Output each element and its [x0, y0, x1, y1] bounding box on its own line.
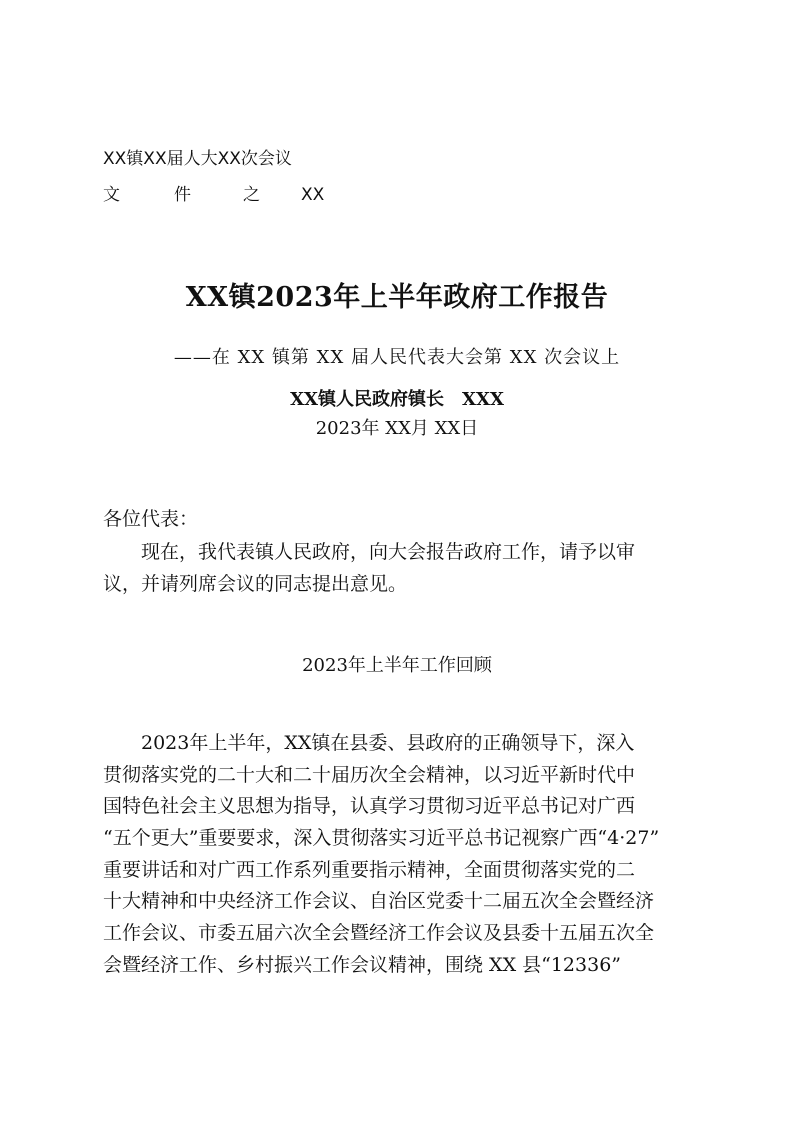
doc-number-part: 文: [103, 185, 120, 205]
paragraph-line: 会暨经济工作、乡村振兴工作会议精神，围绕 XX 县“12336”: [103, 953, 622, 976]
section-heading: 2023年上半年工作回顾: [302, 655, 492, 676]
report-title: XX镇2023年上半年政府工作报告: [185, 282, 609, 313]
doc-number-part: XX: [301, 185, 325, 205]
paragraph-line: 2023年上半年，XX镇在县委、县政府的正确领导下，深入: [103, 732, 635, 754]
review-paragraph: [103, 727, 709, 981]
report-author: XX镇人民政府镇长 XXX: [290, 389, 504, 410]
paragraph-line: 议，并请列席会议的同志提出意见。: [103, 573, 408, 595]
paragraph-line: 十大精神和中央经济工作会议、自治区党委十二届五次全会暨经济: [103, 890, 655, 913]
doc-number-part: 之: [243, 185, 260, 205]
paragraph-line: 贯彻落实党的二十大和二十届历次全会精神，以习近平新时代中: [103, 763, 636, 786]
paragraph-line: 重要讲话和对广西工作系列重要指示精神，全面贯彻落实党的二: [103, 858, 636, 881]
paragraph-line: “五个更大”重要要求，深入贯彻落实习近平总书记视察广西“4·27”: [103, 827, 660, 850]
meeting-header: XX镇XX届人大XX次会议: [103, 149, 292, 169]
paragraph-line: 工作会议、市委五届六次全会暨经济工作会议及县委十五届五次全: [103, 922, 655, 945]
document-number: [103, 180, 324, 205]
report-subtitle: ——在 XX 镇第 XX 届人民代表大会第 XX 次会议上: [173, 347, 621, 368]
greeting: 各位代表：: [103, 508, 199, 530]
doc-number-part: 件: [174, 185, 191, 205]
paragraph-line: 国特色社会主义思想为指导，认真学习贯彻习近平总书记对广西: [103, 795, 636, 818]
paragraph-line: 现在，我代表镇人民政府，向大会报告政府工作，请予以审: [103, 541, 636, 563]
intro-paragraph: [103, 536, 703, 600]
report-date: 2023年 XX月 XX日: [315, 418, 479, 439]
